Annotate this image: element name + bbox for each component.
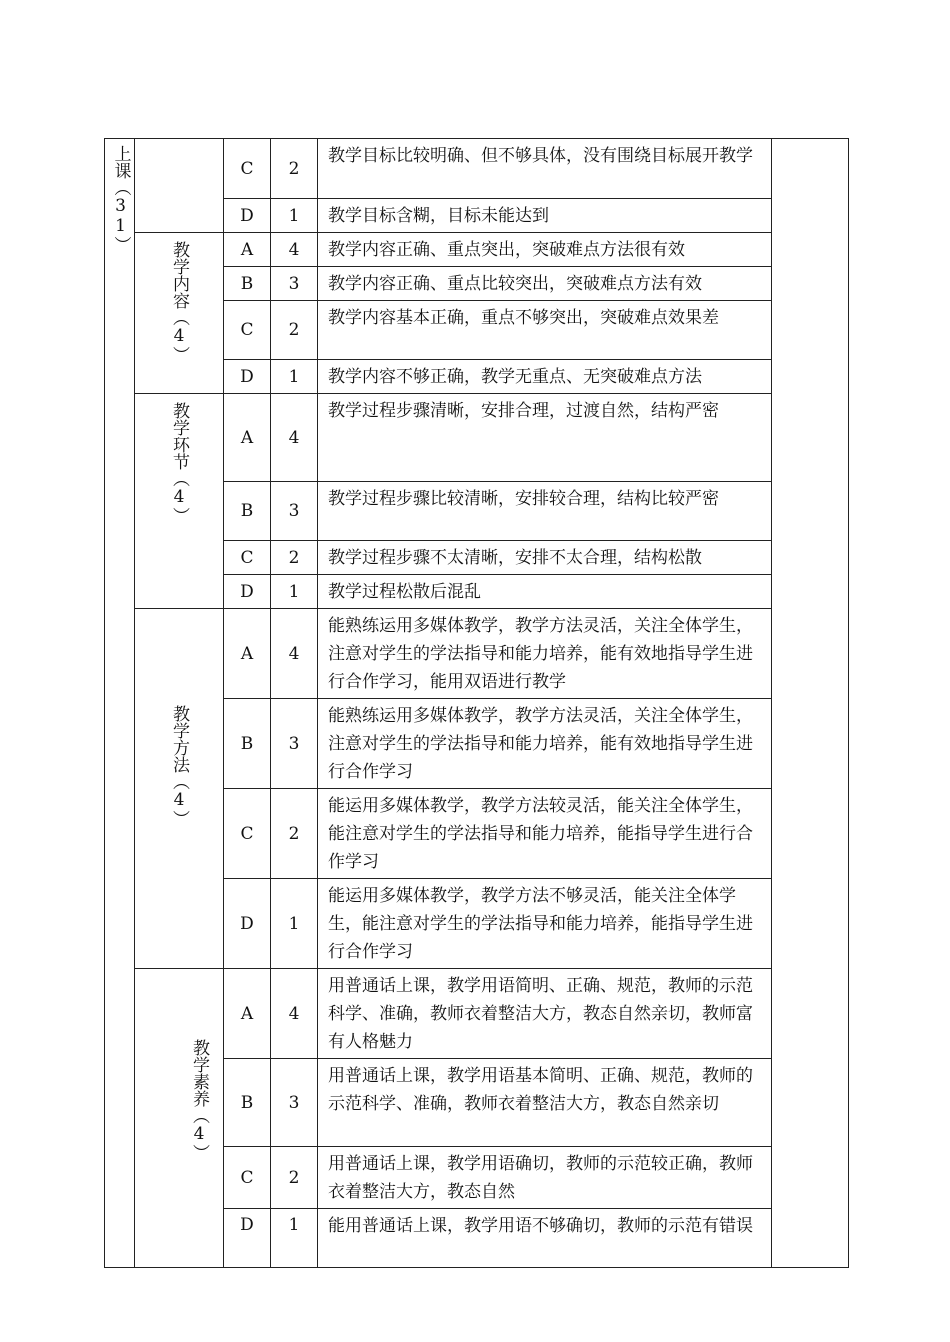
description-cell [318, 575, 772, 609]
grade-cell: B [224, 699, 271, 789]
score-cell: 1 [271, 879, 318, 969]
score-cell: 1 [271, 360, 318, 394]
description-cell [318, 233, 772, 267]
description-text: 教学过程步骤比较清晰，安排较合理，结构比较严密 [328, 489, 719, 509]
evaluation-table [104, 138, 849, 1268]
description-text: 教学过程步骤不太清晰，安排不太合理，结构松散 [328, 548, 702, 568]
score-cell: 1 [271, 199, 318, 233]
section-title-cell [135, 609, 224, 969]
score-cell: 4 [271, 233, 318, 267]
grade-cell: C [224, 139, 271, 199]
description-text: 教学目标含糊，目标未能达到 [328, 206, 549, 226]
grade-cell: C [224, 541, 271, 575]
score-cell: 2 [271, 1147, 318, 1209]
grade-cell: A [224, 969, 271, 1059]
grade-cell: C [224, 789, 271, 879]
grade-cell: A [224, 233, 271, 267]
section-title-cell [135, 969, 224, 1268]
description-cell [318, 969, 772, 1059]
section-title: 教学方法（4） [169, 705, 189, 827]
description-cell [318, 879, 772, 969]
description-text: 能熟练运用多媒体教学，教学方法灵活，关注全体学生，注意对学生的学法指导和能力培养，能有效地指导学生进行合作学习 [328, 706, 753, 782]
description-cell [318, 1209, 772, 1268]
description-cell [318, 360, 772, 394]
description-text: 教学内容正确、重点比较突出，突破难点方法有效 [328, 274, 702, 294]
score-cell: 2 [271, 139, 318, 199]
category-cell [105, 139, 135, 1268]
score-cell: 3 [271, 267, 318, 301]
description-text: 能熟练运用多媒体教学，教学方法灵活，关注全体学生，注意对学生的学法指导和能力培养，能有效地指导学生进行合作学习，能用双语进行教学 [328, 616, 753, 692]
description-cell [318, 482, 772, 541]
blank-column [772, 139, 849, 1268]
description-text: 教学过程松散后混乱 [328, 582, 481, 602]
description-text: 教学过程步骤清晰，安排合理，过渡自然，结构严密 [328, 401, 719, 421]
description-text: 能用普通话上课，教学用语不够确切，教师的示范有错误 [328, 1216, 753, 1236]
grade-cell: D [224, 879, 271, 969]
score-cell: 3 [271, 482, 318, 541]
grade-cell: D [224, 575, 271, 609]
description-text: 教学目标比较明确、但不够具体，没有围绕目标展开教学 [328, 146, 753, 166]
description-cell [318, 199, 772, 233]
grade-cell: C [224, 1147, 271, 1209]
table-row [105, 609, 849, 699]
description-cell [318, 609, 772, 699]
score-cell: 3 [271, 1059, 318, 1147]
score-cell: 1 [271, 1209, 318, 1268]
grade-cell: D [224, 1209, 271, 1268]
table-row [105, 394, 849, 482]
category-label: 上课（31） [110, 145, 131, 253]
section-title: 教学内容（4） [169, 241, 189, 363]
grade-cell: A [224, 394, 271, 482]
grade-cell: B [224, 1059, 271, 1147]
section-title-cell [135, 139, 224, 233]
section-title: 教学环节（4） [169, 402, 189, 524]
description-text: 能运用多媒体教学，教学方法较灵活，能关注全体学生，能注意对学生的学法指导和能力培养，能指导学生进行合作学习 [328, 796, 753, 872]
description-text: 用普通话上课，教学用语简明、正确、规范，教师的示范科学、准确，教师衣着整洁大方，教态自然亲切，教师富有人格魅力 [328, 976, 753, 1052]
section-title-cell [135, 394, 224, 609]
grade-cell: A [224, 609, 271, 699]
grade-cell: D [224, 360, 271, 394]
score-cell: 4 [271, 609, 318, 699]
grade-cell: B [224, 482, 271, 541]
description-text: 教学内容基本正确，重点不够突出，突破难点效果差 [328, 308, 719, 328]
description-text: 教学内容不够正确，教学无重点、无突破难点方法 [328, 367, 702, 387]
description-cell [318, 139, 772, 199]
description-cell [318, 541, 772, 575]
section-title-cell [135, 233, 224, 394]
table-row [105, 233, 849, 267]
description-cell [318, 1059, 772, 1147]
table-row [105, 969, 849, 1059]
description-cell [318, 699, 772, 789]
score-cell: 2 [271, 541, 318, 575]
description-cell [318, 789, 772, 879]
description-cell [318, 394, 772, 482]
section-title: 教学素养（4） [189, 1039, 209, 1161]
description-text: 用普通话上课，教学用语确切，教师的示范较正确，教师衣着整洁大方，教态自然 [328, 1154, 753, 1202]
score-cell: 2 [271, 301, 318, 360]
description-text: 教学内容正确、重点突出，突破难点方法很有效 [328, 240, 685, 260]
score-cell: 2 [271, 789, 318, 879]
score-cell: 1 [271, 575, 318, 609]
grade-cell: B [224, 267, 271, 301]
description-cell [318, 1147, 772, 1209]
score-cell: 4 [271, 969, 318, 1059]
description-text: 用普通话上课，教学用语基本简明、正确、规范，教师的示范科学、准确，教师衣着整洁大方，教态自然亲切 [328, 1066, 753, 1114]
grade-cell: C [224, 301, 271, 360]
grade-cell: D [224, 199, 271, 233]
table-row [105, 139, 849, 199]
description-text: 能运用多媒体教学，教学方法不够灵活，能关注全体学生，能注意对学生的学法指导和能力培养，能指导学生进行合作学习 [328, 886, 753, 962]
score-cell: 4 [271, 394, 318, 482]
description-cell [318, 301, 772, 360]
description-cell [318, 267, 772, 301]
score-cell: 3 [271, 699, 318, 789]
